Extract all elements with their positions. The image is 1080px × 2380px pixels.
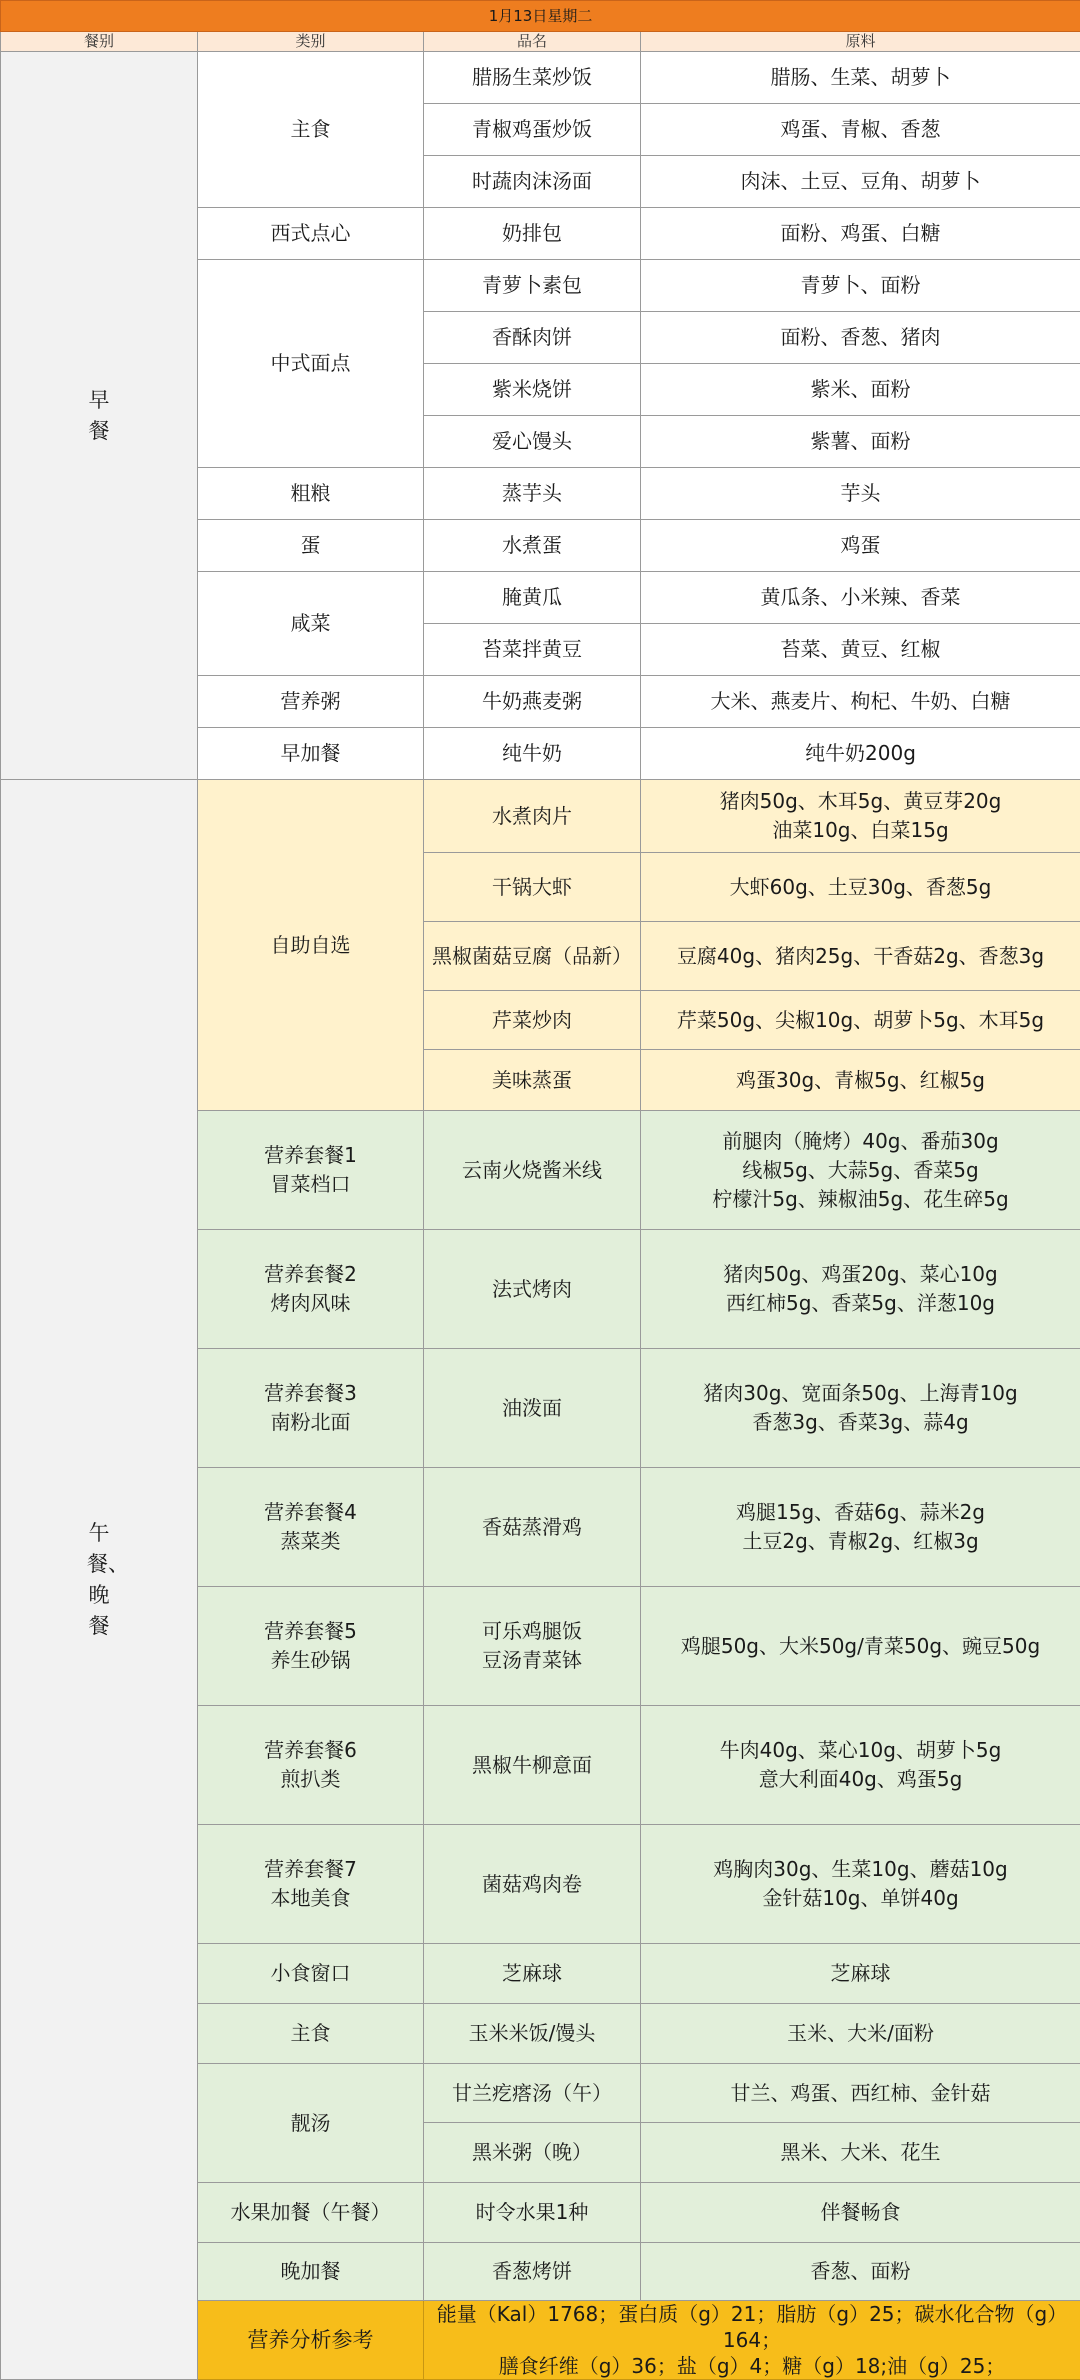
- dish-ingredients: 鸡蛋、青椒、香葱: [641, 104, 1080, 156]
- category-cell: 营养套餐6 煎扒类: [198, 1706, 424, 1825]
- header-meal: 餐别: [1, 32, 198, 52]
- category-cell: 粗粮: [198, 468, 424, 520]
- dish-ingredients: 玉米、大米/面粉: [641, 2004, 1080, 2064]
- dish-ingredients: 大米、燕麦片、枸杞、牛奶、白糖: [641, 676, 1080, 728]
- dish-ingredients: 鸡腿15g、香菇6g、蒜米2g 土豆2g、青椒2g、红椒3g: [641, 1468, 1080, 1587]
- dish-name: 紫米烧饼: [424, 364, 641, 416]
- dish-name: 爱心馒头: [424, 416, 641, 468]
- category-cell: 营养粥: [198, 676, 424, 728]
- category-cell: 主食: [198, 2004, 424, 2064]
- dish-ingredients: 香葱、面粉: [641, 2243, 1080, 2301]
- dish-ingredients: 黑米、大米、花生: [641, 2123, 1080, 2183]
- header-ingredients: 原料: [641, 32, 1080, 52]
- dish-name: 香酥肉饼: [424, 312, 641, 364]
- table-row: [1, 780, 1080, 853]
- category-cell: 蛋: [198, 520, 424, 572]
- dish-name: 青萝卜素包: [424, 260, 641, 312]
- dish-ingredients: 苔菜、黄豆、红椒: [641, 624, 1080, 676]
- dish-name: 苔菜拌黄豆: [424, 624, 641, 676]
- dish-ingredients: 牛肉40g、菜心10g、胡萝卜5g 意大利面40g、鸡蛋5g: [641, 1706, 1080, 1825]
- dish-name: 油泼面: [424, 1349, 641, 1468]
- dish-name: 云南火烧酱米线: [424, 1111, 641, 1230]
- dish-ingredients: 前腿肉（腌烤）40g、番茄30g 线椒5g、大蒜5g、香菜5g 柠檬汁5g、辣椒油5g、花生碎5g: [641, 1111, 1080, 1230]
- dish-ingredients: 芹菜50g、尖椒10g、胡萝卜5g、木耳5g: [641, 991, 1080, 1050]
- dish-ingredients: 鸡蛋: [641, 520, 1080, 572]
- dish-ingredients: 猪肉30g、宽面条50g、上海青10g 香葱3g、香菜3g、蒜4g: [641, 1349, 1080, 1468]
- nutrition-label: 营养分析参考: [198, 2301, 424, 2380]
- dish-ingredients: 伴餐畅食: [641, 2183, 1080, 2243]
- category-cell: 营养套餐5 养生砂锅: [198, 1587, 424, 1706]
- category-cell: 营养套餐4 蒸菜类: [198, 1468, 424, 1587]
- category-cell: 自助自选: [198, 780, 424, 1111]
- dish-name: 黑椒菌菇豆腐（品新）: [424, 922, 641, 991]
- dish-ingredients: 芝麻球: [641, 1944, 1080, 2004]
- dish-name: 法式烤肉: [424, 1230, 641, 1349]
- category-cell: 营养套餐3 南粉北面: [198, 1349, 424, 1468]
- category-cell: 早加餐: [198, 728, 424, 780]
- table-row: [1, 52, 1080, 104]
- category-cell: 营养套餐7 本地美食: [198, 1825, 424, 1944]
- dish-name: 纯牛奶: [424, 728, 641, 780]
- dish-name: 玉米米饭/馒头: [424, 2004, 641, 2064]
- dish-name: 青椒鸡蛋炒饭: [424, 104, 641, 156]
- dish-name: 蒸芋头: [424, 468, 641, 520]
- category-cell: 水果加餐（午餐）: [198, 2183, 424, 2243]
- category-cell: 营养套餐2 烤肉风味: [198, 1230, 424, 1349]
- dish-name: 可乐鸡腿饭 豆汤青菜钵: [424, 1587, 641, 1706]
- dish-name: 干锅大虾: [424, 853, 641, 922]
- dish-name: 腊肠生菜炒饭: [424, 52, 641, 104]
- dish-name: 水煮肉片: [424, 780, 641, 853]
- dish-ingredients: 豆腐40g、猪肉25g、干香菇2g、香葱3g: [641, 922, 1080, 991]
- dish-name: 香葱烤饼: [424, 2243, 641, 2301]
- dish-ingredients: 面粉、香葱、猪肉: [641, 312, 1080, 364]
- dish-name: 腌黄瓜: [424, 572, 641, 624]
- dish-ingredients: 青萝卜、面粉: [641, 260, 1080, 312]
- category-cell: 小食窗口: [198, 1944, 424, 2004]
- header-category: 类别: [198, 32, 424, 52]
- menu-title: 1月13日星期二: [1, 1, 1080, 32]
- dish-ingredients: 大虾60g、土豆30g、香葱5g: [641, 853, 1080, 922]
- dish-name: 水煮蛋: [424, 520, 641, 572]
- category-cell: 咸菜: [198, 572, 424, 676]
- nutrition-values: 能量（Kal）1768；蛋白质（g）21；脂肪（g）25；碳水化合物（g）164； 膳食纤维（g）36；盐（g）4；糖（g）18;油（g）25；: [424, 2301, 1080, 2380]
- dish-name: 菌菇鸡肉卷: [424, 1825, 641, 1944]
- dish-ingredients: 黄瓜条、小米辣、香菜: [641, 572, 1080, 624]
- dish-name: 时蔬肉沫汤面: [424, 156, 641, 208]
- dish-name: 美味蒸蛋: [424, 1050, 641, 1111]
- category-cell: 西式点心: [198, 208, 424, 260]
- dish-name: 奶排包: [424, 208, 641, 260]
- dish-ingredients: 芋头: [641, 468, 1080, 520]
- dish-ingredients: 鸡蛋30g、青椒5g、红椒5g: [641, 1050, 1080, 1111]
- dish-ingredients: 紫米、面粉: [641, 364, 1080, 416]
- category-cell: 靓汤: [198, 2064, 424, 2183]
- dish-ingredients: 鸡腿50g、大米50g/青菜50g、豌豆50g: [641, 1587, 1080, 1706]
- header-row: [1, 32, 1080, 52]
- dish-name: 黑椒牛柳意面: [424, 1706, 641, 1825]
- dish-name: 芝麻球: [424, 1944, 641, 2004]
- dish-ingredients: 面粉、鸡蛋、白糖: [641, 208, 1080, 260]
- dish-ingredients: 鸡胸肉30g、生菜10g、蘑菇10g 金针菇10g、单饼40g: [641, 1825, 1080, 1944]
- dish-ingredients: 腊肠、生菜、胡萝卜: [641, 52, 1080, 104]
- meal-lunch-dinner: 午餐、晚餐: [1, 780, 198, 2380]
- category-cell: 晚加餐: [198, 2243, 424, 2301]
- meal-breakfast: 早餐: [1, 52, 198, 780]
- category-cell: 中式面点: [198, 260, 424, 468]
- dish-ingredients: 猪肉50g、鸡蛋20g、菜心10g 西红柿5g、香菜5g、洋葱10g: [641, 1230, 1080, 1349]
- dish-ingredients: 紫薯、面粉: [641, 416, 1080, 468]
- dish-name: 牛奶燕麦粥: [424, 676, 641, 728]
- dish-name: 时令水果1种: [424, 2183, 641, 2243]
- dish-ingredients: 纯牛奶200g: [641, 728, 1080, 780]
- header-dish: 品名: [424, 32, 641, 52]
- category-cell: 主食: [198, 52, 424, 208]
- dish-ingredients: 甘兰、鸡蛋、西红柿、金针菇: [641, 2064, 1080, 2123]
- dish-ingredients: 肉沫、土豆、豆角、胡萝卜: [641, 156, 1080, 208]
- dish-ingredients: 猪肉50g、木耳5g、黄豆芽20g 油菜10g、白菜15g: [641, 780, 1080, 853]
- dish-name: 芹菜炒肉: [424, 991, 641, 1050]
- category-cell: 营养套餐1 冒菜档口: [198, 1111, 424, 1230]
- dish-name: 黑米粥（晚）: [424, 2123, 641, 2183]
- dish-name: 香菇蒸滑鸡: [424, 1468, 641, 1587]
- dish-name: 甘兰疙瘩汤（午）: [424, 2064, 641, 2123]
